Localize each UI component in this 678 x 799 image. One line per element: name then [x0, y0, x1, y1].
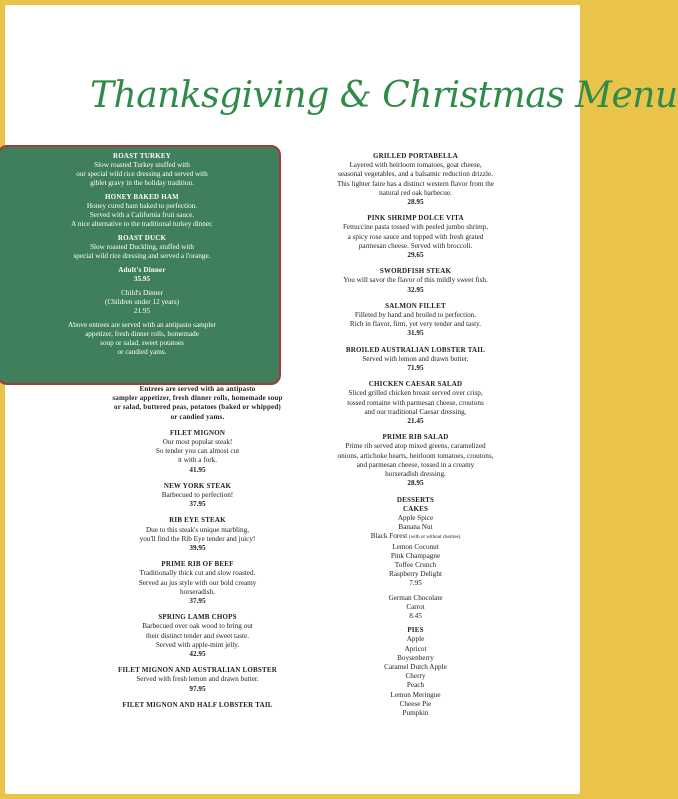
- featured-entrees-box: [0, 145, 281, 385]
- menu-item-description: Served au jus style with our bold creamy: [138, 578, 257, 587]
- menu-page: [5, 5, 678, 794]
- desserts-heading: DESSERTS: [396, 495, 435, 504]
- menu-item-heading: ROAST DUCK: [117, 234, 167, 242]
- pie-item: Apple: [406, 635, 425, 644]
- menu-item: [11, 234, 273, 261]
- adult-dinner-label: Adult's Dinner: [118, 266, 166, 274]
- menu-item-heading: NEW YORK STEAK: [163, 481, 232, 490]
- child-dinner-price: 21.95: [133, 307, 151, 315]
- right-menu-column: [298, 152, 533, 718]
- pies-heading: PIES: [407, 626, 424, 635]
- menu-item-price: 32.95: [407, 285, 424, 294]
- menu-item-description: and parmesan cheese, tossed in a creamy: [356, 460, 475, 469]
- menu-item-description: our special wild rice dressing and served with: [76, 170, 208, 178]
- menu-item: [90, 666, 305, 694]
- menu-item-description: Rich in flavor, firm, yet very tender and tasty.: [349, 320, 482, 329]
- menu-item-description: onions, artichoke hearts, heirloom tomatoes, croutons,: [337, 451, 494, 460]
- pie-item: Lemon Meringue: [390, 690, 441, 699]
- menu-item-heading: FILET MIGNON AND HALF LOBSTER TAIL: [122, 700, 273, 709]
- menu-item-price: 71.95: [407, 364, 424, 373]
- cake-price: 8.45: [409, 611, 422, 620]
- menu-item-description: parmesan cheese. Served with broccoli.: [358, 241, 473, 250]
- menu-item-price: 41.95: [189, 465, 206, 474]
- entree-intro: [90, 385, 305, 422]
- cake-item: Apple Spice: [397, 513, 434, 522]
- menu-item: [298, 433, 533, 488]
- cake-item: Lemon Coconut: [392, 542, 439, 551]
- menu-item-description: and our traditional Caesar dressing.: [364, 407, 467, 416]
- menu-item: [90, 560, 305, 606]
- entree-note: [11, 321, 273, 357]
- menu-item-description: Traditionally thick cut and slow roasted.: [139, 569, 256, 578]
- menu-item-heading: PRIME RIB SALAD: [382, 433, 449, 442]
- adult-dinner-price: 35.95: [133, 275, 151, 283]
- pie-item: Apricot: [404, 644, 427, 653]
- menu-item-heading: ROAST TURKEY: [113, 152, 171, 160]
- menu-item-description: Filleted by hand and broiled to perfection.: [354, 311, 477, 320]
- menu-item-description: Slow roasted Turkey stuffed with: [94, 161, 190, 169]
- cake-price: 7.95: [409, 579, 422, 588]
- menu-item-description: Served with fresh lemon and drawn butter.: [136, 675, 259, 684]
- menu-item-description: seasonal vegetables, and a balsamic reduction drizzle.: [338, 170, 493, 179]
- menu-item-description: Layered with heirloom tomatoes, goat cheese,: [349, 161, 482, 170]
- menu-item-description: Due to this steak's unique marbling,: [145, 525, 250, 534]
- cake-item: Raspberry Delight: [389, 570, 442, 579]
- menu-item-price: 29.65: [407, 251, 424, 260]
- menu-item-description: horseradish.: [180, 587, 215, 596]
- menu-item: [90, 482, 305, 510]
- menu-item-description: Served with apple-mint jelly.: [155, 640, 240, 649]
- menu-item-description: Our most popular steak!: [162, 438, 233, 447]
- menu-item-heading: PINK SHRIMP DOLCE VITA: [367, 214, 464, 223]
- entree-intro-line: or candied yams.: [170, 412, 225, 421]
- menu-item-description: Barbecued to perfection!: [161, 491, 234, 500]
- entree-note-line: appetizer, fresh dinner rolls, homemade: [85, 330, 199, 338]
- pie-item: Pumpkin: [402, 708, 429, 717]
- menu-item-description: So tender you can almost cut: [155, 447, 240, 456]
- menu-item-heading: BROILED AUSTRALIAN LOBSTER TAIL: [345, 345, 486, 354]
- menu-item: [298, 214, 533, 260]
- pie-item: Peach: [406, 681, 425, 690]
- menu-item-description: natural red oak barbecue.: [379, 188, 452, 197]
- menu-item-description: giblet gravy in the holiday tradition.: [90, 179, 194, 187]
- cake-item: Toffee Crunch: [394, 560, 437, 569]
- menu-item-description: Sliced grilled chicken breast served over crisp,: [348, 389, 483, 398]
- cake-note: (with or without cherries): [409, 535, 461, 541]
- menu-item-price: 31.95: [407, 329, 424, 338]
- menu-item: [90, 516, 305, 553]
- cake-name: Black Forest: [370, 532, 408, 541]
- menu-item-description: A nice alternative to the traditional turkey dinner.: [71, 220, 213, 228]
- menu-item-description: Served with a California fruit sauce.: [89, 211, 195, 219]
- menu-item-description: Prime rib served atop mixed greens, caramelized: [345, 442, 486, 451]
- page-title: Thanksgiving & Christmas Menu: [90, 75, 678, 116]
- menu-item-description: Slow roasted Duckling, stuffed with: [90, 243, 194, 251]
- menu-item-heading: SALMON FILLET: [385, 301, 446, 310]
- menu-item-price: 37.95: [189, 500, 206, 509]
- menu-item-heading: FILET MIGNON: [169, 428, 226, 437]
- menu-item-description: you'll find the Rib Eye tender and juicy!: [139, 534, 256, 543]
- menu-item-heading: GRILLED PORTABELLA: [372, 152, 459, 160]
- child-dinner-label: Child's Dinner: [121, 289, 163, 297]
- left-menu-column: [90, 385, 305, 717]
- menu-item-description: This lighter faire has a distinct western flavor from the: [336, 179, 495, 188]
- menu-item-price: 42.95: [189, 650, 206, 659]
- menu-item: [90, 701, 305, 710]
- menu-item-price: 97.95: [189, 684, 206, 693]
- menu-item: [298, 267, 533, 295]
- menu-item-description: a spicy rose sauce and topped with fresh grated: [347, 232, 484, 241]
- menu-item-description: Served with lemon and drawn butter.: [362, 354, 469, 363]
- menu-item: [90, 613, 305, 659]
- cake-item: [298, 532, 533, 542]
- menu-item: [298, 302, 533, 339]
- menu-item-heading: FILET MIGNON AND AUSTRALIAN LOBSTER: [118, 666, 277, 675]
- menu-item-heading: CHICKEN CAESAR SALAD: [368, 380, 463, 389]
- entree-intro-line: or salad, buttered peas, potatoes (baked or whipped): [114, 403, 281, 412]
- menu-item-description: Honey cured ham baked to perfection.: [86, 202, 198, 210]
- menu-item-price: 39.95: [189, 544, 206, 553]
- adult-dinner: [11, 266, 273, 284]
- menu-item-description: You will savor the flavor of this mildly sweet fish.: [343, 276, 488, 285]
- menu-item-price: 28.95: [407, 198, 424, 207]
- menu-item: [298, 346, 533, 374]
- pie-item: Cherry: [405, 672, 426, 681]
- entree-note-line: or candied yams.: [117, 348, 167, 356]
- menu-item: [90, 429, 305, 475]
- menu-item-price: 21.45: [407, 417, 424, 426]
- pie-item: Cheese Pie: [399, 699, 432, 708]
- menu-item-heading: RIB EYE STEAK: [169, 516, 226, 525]
- pie-item: Caramel Dutch Apple: [384, 662, 447, 671]
- entree-note-line: Above entrees are served with an antipasto sampler: [68, 321, 216, 329]
- menu-item-heading: SPRING LAMB CHOPS: [158, 613, 237, 622]
- pie-item: Boysenberry: [397, 653, 434, 662]
- menu-item-heading: SWORDFISH STEAK: [379, 267, 452, 276]
- cake-item: Banana Nut: [398, 523, 433, 532]
- menu-item: [11, 152, 273, 188]
- menu-item-description: Fettuccine pasta tossed with peeled jumbo shrimp,: [342, 223, 489, 232]
- desserts-section: [298, 496, 533, 719]
- menu-item-description: special wild rice dressing and served a l'orange.: [73, 252, 211, 260]
- menu-item-description: tossed romaine with parmesan cheese, croutons: [347, 398, 484, 407]
- menu-item: [298, 380, 533, 426]
- menu-item-price: 37.95: [189, 597, 206, 606]
- menu-item-heading: HONEY BAKED HAM: [105, 193, 179, 201]
- menu-item-description: it with a fork.: [177, 456, 218, 465]
- entree-intro-line: sampler appetizer, fresh dinner rolls, homemade soup: [112, 394, 283, 403]
- child-dinner: [11, 289, 273, 316]
- menu-item-price: 28.95: [407, 479, 424, 488]
- child-dinner-note: (Children under 12 years): [104, 298, 180, 306]
- cake-item: Carrot: [406, 602, 425, 611]
- menu-item-heading: PRIME RIB OF BEEF: [161, 560, 234, 569]
- entree-intro-line: Entrees are served with an antipasto: [139, 385, 256, 393]
- menu-item-description: horseradish dressing.: [385, 470, 446, 479]
- cakes-heading: CAKES: [402, 504, 429, 513]
- menu-item-description: Barbecued over oak wood to bring out: [142, 622, 253, 631]
- menu-item-description: their distinct tender and sweet taste.: [146, 631, 249, 640]
- cake-item: Pink Champagne: [390, 551, 441, 560]
- menu-item: [11, 193, 273, 229]
- entree-note-line: soup or salad, sweet potatoes: [100, 339, 184, 347]
- cake-item: German Chocolate: [388, 593, 443, 602]
- menu-item: [298, 152, 533, 207]
